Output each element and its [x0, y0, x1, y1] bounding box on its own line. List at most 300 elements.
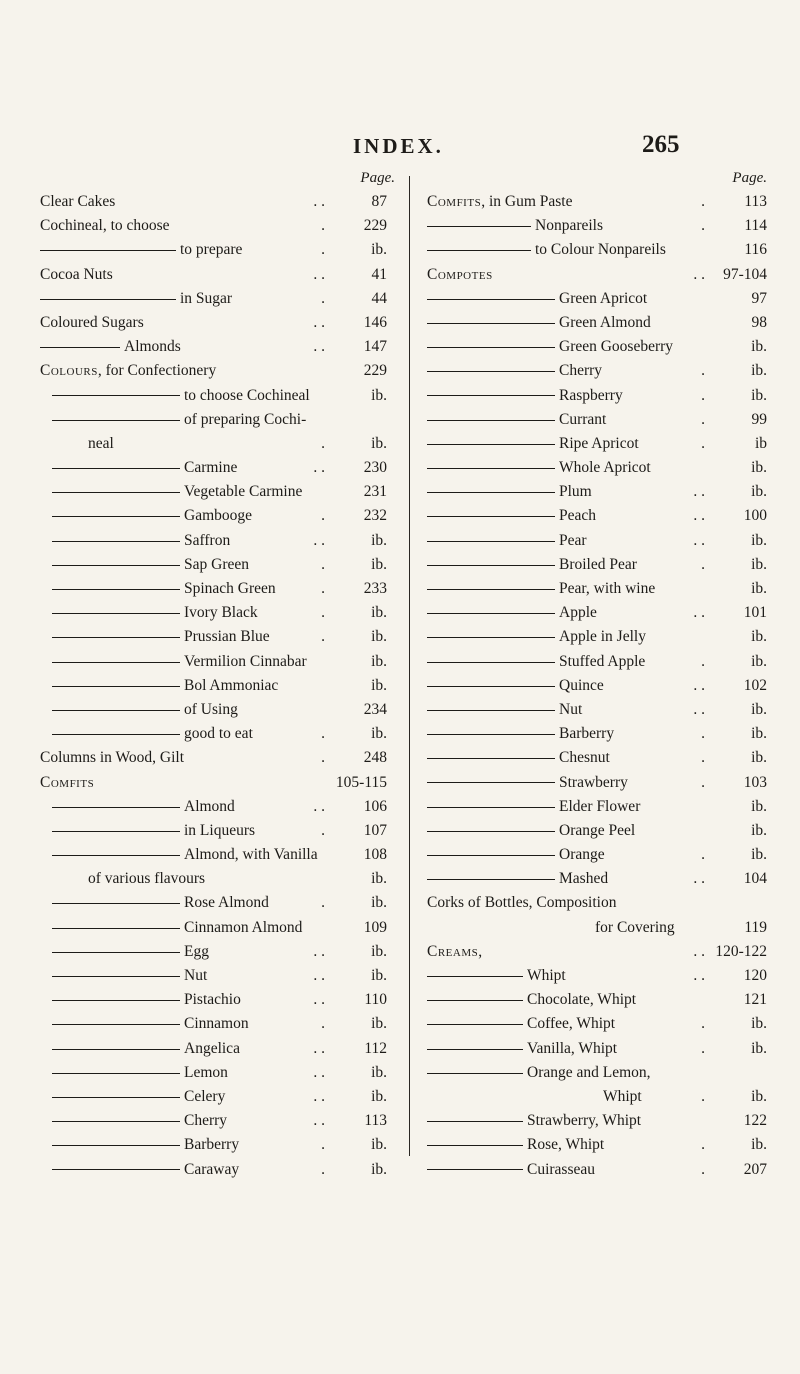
entry-page: 114	[744, 217, 767, 235]
entry-page: 248	[363, 749, 387, 767]
entry-label: Apple in Jelly	[559, 628, 646, 646]
entry-page: 234	[363, 700, 387, 718]
leader-dots: . .	[313, 1112, 325, 1130]
entry-label: in Liqueurs	[184, 821, 256, 839]
entry-page: 107	[363, 821, 387, 839]
entry-page: ib.	[371, 628, 387, 646]
entry-page: 229	[363, 217, 387, 235]
entry-page: 120-122	[715, 942, 767, 960]
entry-label: Almond	[184, 797, 235, 815]
ditto-rule	[427, 1024, 523, 1025]
entry-label: Broiled Pear	[559, 555, 637, 573]
entry-label: Vegetable Carmine	[184, 483, 303, 501]
entry-label: Elder Flower	[559, 797, 641, 815]
entry-page: 122	[743, 1112, 767, 1130]
leader-dots: . .	[313, 1039, 325, 1057]
running-title: INDEX.	[353, 134, 444, 158]
index-column-left	[40, 170, 395, 1182]
index-entry	[40, 722, 395, 746]
index-entry	[40, 456, 395, 480]
index-entry	[427, 867, 767, 891]
index-entry	[40, 746, 395, 770]
entry-page: ib.	[751, 555, 767, 573]
ditto-rule	[427, 637, 555, 638]
index-entry	[427, 1085, 767, 1109]
index-entry	[40, 1133, 395, 1157]
leader-dots: .	[701, 1160, 705, 1178]
entry-label: Strawberry	[559, 773, 628, 791]
ditto-rule	[52, 662, 180, 663]
leader-dots: . .	[313, 797, 325, 815]
ditto-rule	[427, 323, 555, 324]
entry-page: 147	[363, 338, 387, 356]
entry-list	[40, 190, 395, 1182]
ditto-rule	[52, 831, 180, 832]
leader-dots: . .	[693, 700, 705, 718]
entry-page: ib.	[371, 894, 387, 912]
index-entry	[40, 335, 395, 359]
leader-dots: .	[701, 362, 705, 380]
ditto-rule	[427, 420, 555, 421]
ditto-rule	[427, 371, 555, 372]
index-entry	[427, 1037, 767, 1061]
leader-dots: .	[321, 604, 325, 622]
entry-page: ib.	[371, 967, 387, 984]
entry-label: Ivory Black	[184, 604, 258, 622]
index-entry	[40, 867, 395, 891]
index-entry	[427, 650, 767, 674]
entry-page: ib.	[751, 531, 767, 549]
leader-dots: .	[321, 1015, 325, 1033]
entry-page: ib.	[371, 676, 387, 694]
index-entry	[427, 891, 767, 915]
entry-page: 100	[743, 507, 767, 525]
ditto-rule	[52, 468, 180, 469]
entry-page: 104	[743, 870, 767, 888]
ditto-rule	[52, 1097, 180, 1098]
entry-page: 87	[371, 193, 387, 210]
index-entry	[40, 964, 395, 988]
index-entry	[427, 625, 767, 649]
entry-label: Coffee, Whipt	[527, 1015, 616, 1033]
entry-page: 231	[363, 483, 387, 501]
entry-page: ib	[754, 434, 767, 452]
index-entry	[427, 722, 767, 746]
ditto-rule	[427, 807, 555, 808]
index-entry	[427, 359, 767, 383]
index-entry	[427, 1133, 767, 1157]
ditto-rule	[427, 516, 555, 517]
index-entry	[427, 408, 767, 432]
leader-dots: .	[701, 846, 705, 864]
entry-label: Corks of Bottles, Composition	[427, 894, 617, 912]
index-entry	[40, 819, 395, 843]
index-entry	[427, 553, 767, 577]
index-entry	[427, 674, 767, 698]
entry-label: Peach	[559, 507, 597, 525]
ditto-rule	[427, 1121, 523, 1122]
ditto-rule	[427, 976, 523, 977]
entry-page: 112	[364, 1039, 387, 1057]
ditto-rule	[52, 807, 180, 808]
entry-page: ib.	[371, 604, 387, 622]
page-header	[0, 131, 800, 164]
entry-page: 110	[364, 991, 387, 1009]
index-entry	[40, 940, 395, 964]
entry-label: Cuirasseau	[527, 1160, 596, 1178]
entry-page: ib.	[751, 338, 767, 356]
entry-label: Mashed	[559, 870, 609, 888]
entry-label: Pistachio	[184, 991, 241, 1009]
index-entry	[40, 650, 395, 674]
index-entry	[427, 263, 767, 287]
leader-dots: . .	[313, 265, 325, 283]
index-entry	[427, 577, 767, 601]
entry-label: Ripe Apricot	[559, 434, 639, 452]
entry-label: to Colour Nonpareils	[535, 241, 666, 259]
ditto-rule	[427, 347, 555, 348]
leader-dots: .	[321, 555, 325, 573]
index-entry	[40, 238, 395, 262]
entry-page: 229	[363, 362, 387, 380]
entry-label: Almond, with Vanilla	[184, 846, 318, 864]
index-entry	[427, 1158, 767, 1182]
entry-label: Saffron	[184, 531, 231, 549]
ditto-rule	[427, 492, 555, 493]
entry-page: ib.	[371, 652, 387, 670]
entry-label: Colours, for Confectionery	[40, 362, 217, 380]
entry-page: ib.	[371, 1015, 387, 1033]
entry-page: 113	[364, 1112, 387, 1130]
ditto-rule	[427, 250, 531, 251]
ditto-rule	[52, 492, 180, 493]
ditto-rule	[52, 589, 180, 590]
entry-page: ib.	[751, 1015, 767, 1033]
ditto-rule	[52, 734, 180, 735]
ditto-rule	[427, 1169, 523, 1170]
index-entry	[427, 1012, 767, 1036]
leader-dots: .	[321, 241, 325, 259]
entry-label: Cochineal, to choose	[40, 217, 170, 235]
ditto-rule	[52, 686, 180, 687]
entry-label: Apple	[559, 604, 597, 622]
leader-dots: . .	[313, 1063, 325, 1081]
index-entry	[427, 529, 767, 553]
entry-label: Barberry	[559, 725, 615, 743]
index-entry	[40, 287, 395, 311]
ditto-rule	[40, 299, 176, 300]
entry-page: ib.	[751, 797, 767, 815]
entry-label: Whipt	[527, 967, 566, 984]
index-entry	[40, 553, 395, 577]
entry-label: Whipt	[603, 1087, 642, 1105]
entry-label: Vanilla, Whipt	[527, 1039, 618, 1057]
ditto-rule	[427, 395, 555, 396]
ditto-rule	[52, 1169, 180, 1170]
entry-page: 119	[744, 918, 767, 936]
leader-dots: .	[321, 821, 325, 839]
entry-label: Green Apricot	[559, 289, 648, 307]
entry-page: ib.	[371, 1136, 387, 1154]
entry-page: ib.	[751, 362, 767, 380]
entry-page: ib.	[371, 725, 387, 743]
index-entry	[40, 311, 395, 335]
entry-label: Almonds	[124, 338, 181, 356]
leader-dots: .	[701, 434, 705, 452]
entry-page: 120	[743, 967, 767, 984]
entry-label: Quince	[559, 676, 604, 694]
leader-dots: . .	[313, 1087, 325, 1105]
entry-label: Clear Cakes	[40, 193, 116, 210]
leader-dots: .	[321, 628, 325, 646]
entry-label: to prepare	[180, 241, 243, 259]
ditto-rule	[52, 541, 180, 542]
entry-page: ib.	[751, 1087, 767, 1105]
index-entry	[427, 384, 767, 408]
ditto-rule	[52, 710, 180, 711]
index-entry	[40, 795, 395, 819]
entry-page: 106	[363, 797, 387, 815]
index-entry	[427, 335, 767, 359]
leader-dots: . .	[313, 338, 325, 356]
ditto-rule	[427, 226, 531, 227]
entry-page: 97	[751, 289, 767, 307]
entry-label: neal	[88, 434, 114, 452]
index-entry	[40, 504, 395, 528]
entry-label: Columns in Wood, Gilt	[40, 749, 185, 767]
leader-dots: .	[321, 894, 325, 912]
entry-page: ib.	[751, 1136, 767, 1154]
leader-dots: .	[321, 749, 325, 767]
entry-page: ib.	[751, 652, 767, 670]
leader-dots: . .	[693, 676, 705, 694]
entry-page: 101	[743, 604, 767, 622]
ditto-rule	[52, 1024, 180, 1025]
entry-label: Cherry	[184, 1112, 228, 1130]
leader-dots: .	[701, 1039, 705, 1057]
leader-dots: . .	[693, 531, 705, 549]
ditto-rule	[52, 928, 180, 929]
entry-label: for Covering	[595, 918, 675, 936]
entry-label: Raspberry	[559, 386, 623, 404]
index-entry	[427, 964, 767, 988]
index-entry	[40, 674, 395, 698]
entry-page: 103	[743, 773, 767, 791]
leader-dots: .	[321, 289, 325, 307]
entry-label: Coloured Sugars	[40, 313, 144, 331]
leader-dots: .	[701, 1087, 705, 1105]
index-entry	[427, 916, 767, 940]
entry-label: Comfits	[40, 773, 95, 791]
entry-page: ib.	[371, 555, 387, 573]
page-heading-label: Page.	[360, 170, 395, 186]
index-entry	[427, 746, 767, 770]
entry-label: Celery	[184, 1087, 226, 1105]
entry-label: Creams,	[427, 942, 483, 960]
leader-dots: .	[321, 507, 325, 525]
entry-page: 98	[751, 313, 767, 331]
index-entry	[427, 287, 767, 311]
entry-page: ib.	[371, 531, 387, 549]
ditto-rule	[427, 662, 555, 663]
ditto-rule	[427, 1049, 523, 1050]
entry-page: ib.	[751, 580, 767, 597]
entry-label: of preparing Cochi-	[184, 410, 307, 428]
entry-label: Cinnamon Almond	[184, 918, 303, 936]
index-entry	[427, 601, 767, 625]
entry-page: 207	[743, 1160, 767, 1178]
entry-label: of various flavours	[88, 870, 206, 888]
index-entry	[40, 891, 395, 915]
entry-label: Sap Green	[184, 555, 249, 573]
leader-dots: . .	[693, 483, 705, 501]
entry-label: Plum	[559, 483, 592, 501]
entry-page: ib.	[371, 1087, 387, 1105]
entry-label: Prussian Blue	[184, 628, 270, 646]
entry-label: Cocoa Nuts	[40, 265, 113, 283]
index-entry	[40, 771, 395, 795]
ditto-rule	[427, 565, 555, 566]
leader-dots: .	[321, 725, 325, 743]
entry-page: ib.	[751, 628, 767, 646]
leader-dots: .	[701, 386, 705, 404]
index-entry	[427, 311, 767, 335]
entry-page: 121	[743, 991, 767, 1009]
leader-dots: . .	[693, 265, 705, 283]
leader-dots: .	[701, 725, 705, 743]
ditto-rule	[52, 637, 180, 638]
index-entry	[40, 1061, 395, 1085]
leader-dots: .	[321, 217, 325, 235]
ditto-rule	[427, 613, 555, 614]
entry-page: ib.	[371, 1160, 387, 1178]
ditto-rule	[52, 1121, 180, 1122]
index-entry	[40, 1085, 395, 1109]
entry-page: 109	[363, 918, 387, 936]
leader-dots: . .	[693, 942, 705, 960]
entry-page: 44	[371, 289, 387, 307]
entry-label: good to eat	[184, 725, 253, 743]
entry-page: 99	[751, 410, 767, 428]
entry-label: Angelica	[184, 1039, 240, 1057]
leader-dots: .	[701, 555, 705, 573]
entry-label: Currant	[559, 410, 607, 428]
ditto-rule	[52, 613, 180, 614]
index-entry	[427, 238, 767, 262]
index-entry	[40, 263, 395, 287]
index-entry	[427, 480, 767, 504]
entry-page: ib.	[371, 434, 387, 452]
entry-label: Nonpareils	[535, 217, 604, 235]
entry-page: ib.	[751, 725, 767, 743]
entry-page: ib.	[371, 942, 387, 960]
ditto-rule	[52, 395, 180, 396]
leader-dots: . .	[693, 870, 705, 888]
entry-label: Vermilion Cinnabar	[184, 652, 307, 670]
entry-label: Comfits, in Gum Paste	[427, 193, 573, 210]
ditto-rule	[52, 1145, 180, 1146]
ditto-rule	[52, 1073, 180, 1074]
entry-label: Green Almond	[559, 313, 651, 331]
index-entry	[40, 916, 395, 940]
leader-dots: .	[701, 652, 705, 670]
index-entry	[40, 359, 395, 383]
index-entry	[40, 529, 395, 553]
ditto-rule	[52, 903, 180, 904]
entry-page: ib.	[751, 483, 767, 501]
entry-label: Pear, with wine	[559, 580, 656, 597]
index-entry	[40, 480, 395, 504]
index-entry	[427, 456, 767, 480]
ditto-rule	[427, 1145, 523, 1146]
index-entry	[40, 1109, 395, 1133]
entry-page: 105-115	[335, 773, 387, 791]
index-entry	[40, 432, 395, 456]
index-entry	[427, 843, 767, 867]
column-divider	[409, 176, 410, 1156]
leader-dots: . .	[313, 193, 325, 210]
entry-page: 146	[363, 313, 387, 331]
ditto-rule	[427, 710, 555, 711]
index-entry	[427, 940, 767, 964]
entry-page: ib.	[371, 1063, 387, 1081]
ditto-rule	[427, 468, 555, 469]
ditto-rule	[52, 420, 180, 421]
leader-dots: . .	[313, 531, 325, 549]
entry-page: ib.	[751, 749, 767, 767]
entry-label: Green Gooseberry	[559, 338, 674, 356]
entry-label: Bol Ammoniac	[184, 676, 279, 694]
entry-page: 116	[744, 241, 767, 259]
leader-dots: . .	[313, 942, 325, 960]
entry-label: Pear	[559, 531, 587, 549]
leader-dots: .	[321, 1136, 325, 1154]
entry-label: Orange	[559, 846, 605, 864]
entry-list	[427, 190, 767, 1182]
index-entry	[427, 1061, 767, 1085]
entry-label: Spinach Green	[184, 580, 276, 597]
leader-dots: . .	[313, 991, 325, 1009]
entry-label: Chesnut	[559, 749, 610, 767]
leader-dots: .	[701, 217, 705, 235]
entry-page: ib.	[751, 459, 767, 477]
entry-label: of Using	[184, 700, 238, 718]
index-entry	[427, 504, 767, 528]
entry-label: Strawberry, Whipt	[527, 1112, 642, 1130]
entry-page: ib.	[371, 870, 387, 888]
entry-page: 232	[363, 507, 387, 525]
leader-dots: .	[321, 1160, 325, 1178]
leader-dots: .	[701, 410, 705, 428]
leader-dots: .	[321, 434, 325, 452]
ditto-rule	[427, 831, 555, 832]
index-entry	[40, 698, 395, 722]
entry-label: Barberry	[184, 1136, 240, 1154]
page-heading-label: Page.	[732, 170, 767, 186]
entry-page: 230	[363, 459, 387, 477]
ditto-rule	[52, 952, 180, 953]
leader-dots: . .	[313, 313, 325, 331]
ditto-rule	[427, 1073, 523, 1074]
entry-label: Rose, Whipt	[527, 1136, 605, 1154]
entry-page: ib.	[751, 821, 767, 839]
ditto-rule	[427, 541, 555, 542]
entry-label: Nut	[184, 967, 208, 984]
entry-label: Chocolate, Whipt	[527, 991, 637, 1009]
ditto-rule	[427, 879, 555, 880]
ditto-rule	[52, 516, 180, 517]
entry-label: Cinnamon	[184, 1015, 249, 1033]
